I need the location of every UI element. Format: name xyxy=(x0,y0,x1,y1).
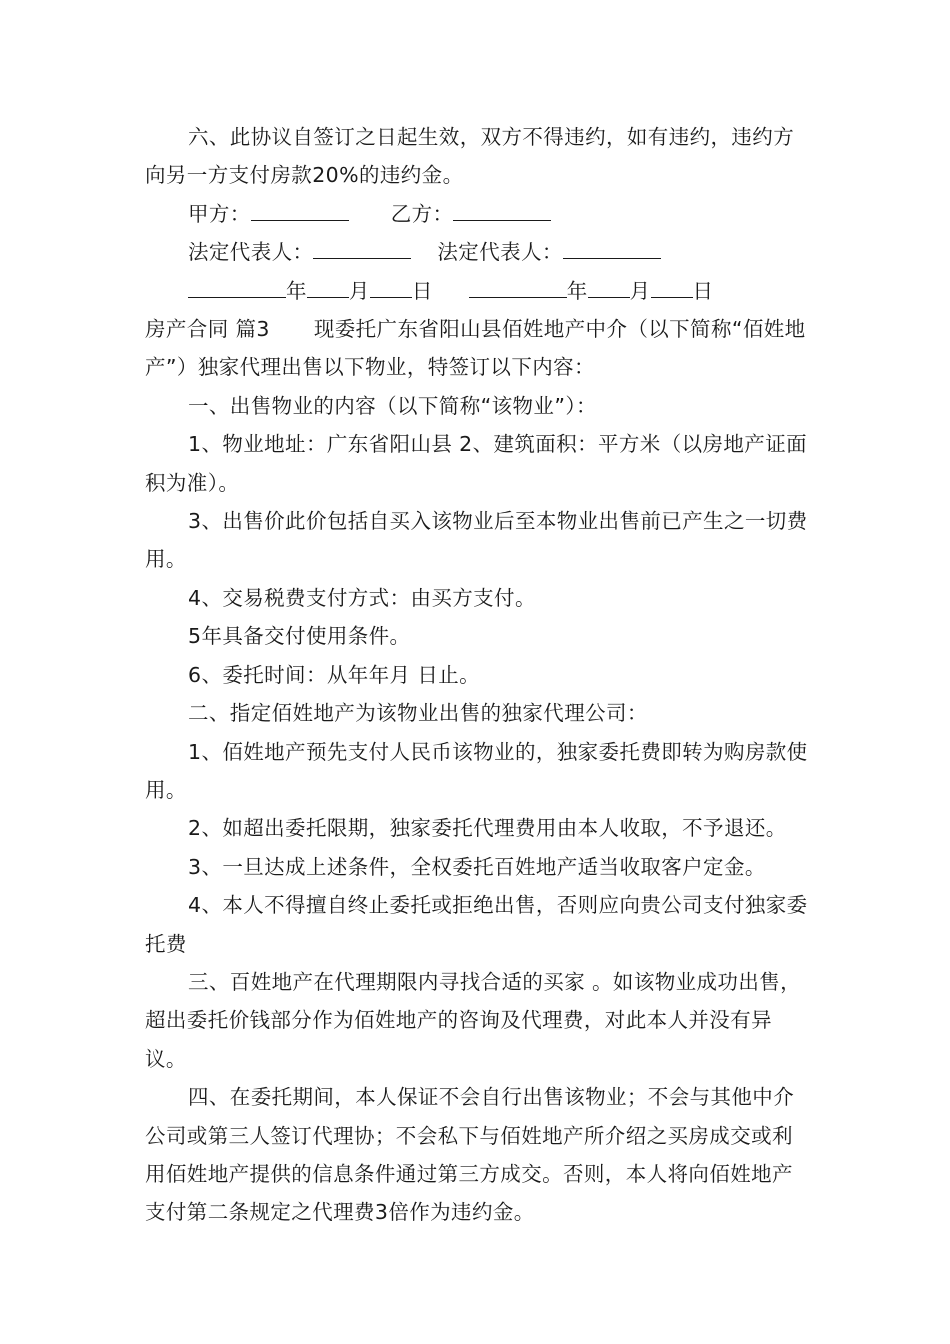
date-b-year-label: 年 xyxy=(566,278,588,303)
section-1-heading: 一、出售物业的内容（以下简称“该物业”）： xyxy=(188,393,597,418)
section-2-heading: 二、指定佰姓地产为该物业出售的独家代理公司： xyxy=(188,701,648,726)
date-b-day-blank[interactable] xyxy=(651,275,693,298)
date-a-day-label: 日 xyxy=(411,278,433,303)
date-a-year-label: 年 xyxy=(286,278,307,303)
date-b-day-label: 日 xyxy=(692,278,714,303)
contract-heading: 房产合同 篇3 xyxy=(145,317,270,342)
section-2-item-2: 2、如超出委托限期，独家委托代理费用由本人收取，不予退还。 xyxy=(188,816,787,841)
rep-b-label: 法定代表人： xyxy=(437,240,563,265)
party-b-label: 乙方： xyxy=(390,201,454,226)
date-b-year-blank[interactable] xyxy=(469,275,567,298)
date-signature-line xyxy=(145,272,810,310)
party-a-label: 甲方： xyxy=(188,201,251,226)
party-b-blank[interactable] xyxy=(453,198,551,221)
date-b-month-blank[interactable] xyxy=(588,275,630,298)
section-2-item-3: 3、一旦达成上述条件，全权委托百姓地产适当收取客户定金。 xyxy=(188,854,766,879)
section-1-item-3: 3、出售价此价包括自买入该物业后至本物业出售前已产生之一切费用。 xyxy=(145,509,808,572)
contract-intro-paragraph xyxy=(145,310,810,387)
section-4-paragraph: 四、在委托期间，本人保证不会自行出售该物业；不会与其他中介公司或第三人签订代理协；不会私下与佰姓地产所介绍之买房成交或利用佰姓地产提供的信息条件通过第三方成交。否则，本人将向佰姓地产支付第二条规定之代理费3倍作为违约金。 xyxy=(145,1085,795,1225)
rep-a-label: 法定代表人： xyxy=(188,240,314,265)
party-signature-line xyxy=(145,195,810,233)
section-2-item-4: 4、本人不得擅自终止委托或拒绝出售，否则应向贵公司支付独家委托费 xyxy=(145,893,808,956)
section-1-item-1: 1、物业地址：广东省阳山县 2、建筑面积：平方米（以房地产证面积为准）。 xyxy=(145,432,807,495)
section-1-item-4: 4、交易税费支付方式：由买方支付。 xyxy=(188,585,536,610)
section-3-paragraph: 三、百姓地产在代理期限内寻找合适的买家 。如该物业成功出售，超出委托价钱部分作为佰姓地产的咨询及代理费，对此本人并没有异议。 xyxy=(145,969,802,1071)
date-a-year-blank[interactable] xyxy=(188,275,286,298)
date-a-day-blank[interactable] xyxy=(370,275,412,298)
section-2-item-1: 1、佰姓地产预先支付人民币该物业的，独家委托费即转为购房款使用。 xyxy=(145,739,808,802)
contract-intro-text: 现委托广东省阳山县佰姓地产中介（以下简称“佰姓地产”）独家代理出售以下物业，特签订以下内容： xyxy=(145,317,806,380)
rep-a-blank[interactable] xyxy=(313,236,411,259)
date-a-month-label: 月 xyxy=(348,278,370,303)
date-b-month-label: 月 xyxy=(629,278,651,303)
representative-signature-line xyxy=(145,233,810,271)
clause-6-paragraph: 六、此协议自签订之日起生效，双方不得违约，如有违约，违约方向另一方支付房款20%的违约金。 xyxy=(145,125,795,188)
document-body xyxy=(145,118,810,1232)
rep-b-blank[interactable] xyxy=(563,236,661,259)
party-a-blank[interactable] xyxy=(251,198,349,221)
section-1-item-5: 5年具备交付使用条件。 xyxy=(188,624,411,649)
section-1-item-6: 6、委托时间：从年年月 日止。 xyxy=(188,662,481,687)
date-a-month-blank[interactable] xyxy=(307,275,349,298)
